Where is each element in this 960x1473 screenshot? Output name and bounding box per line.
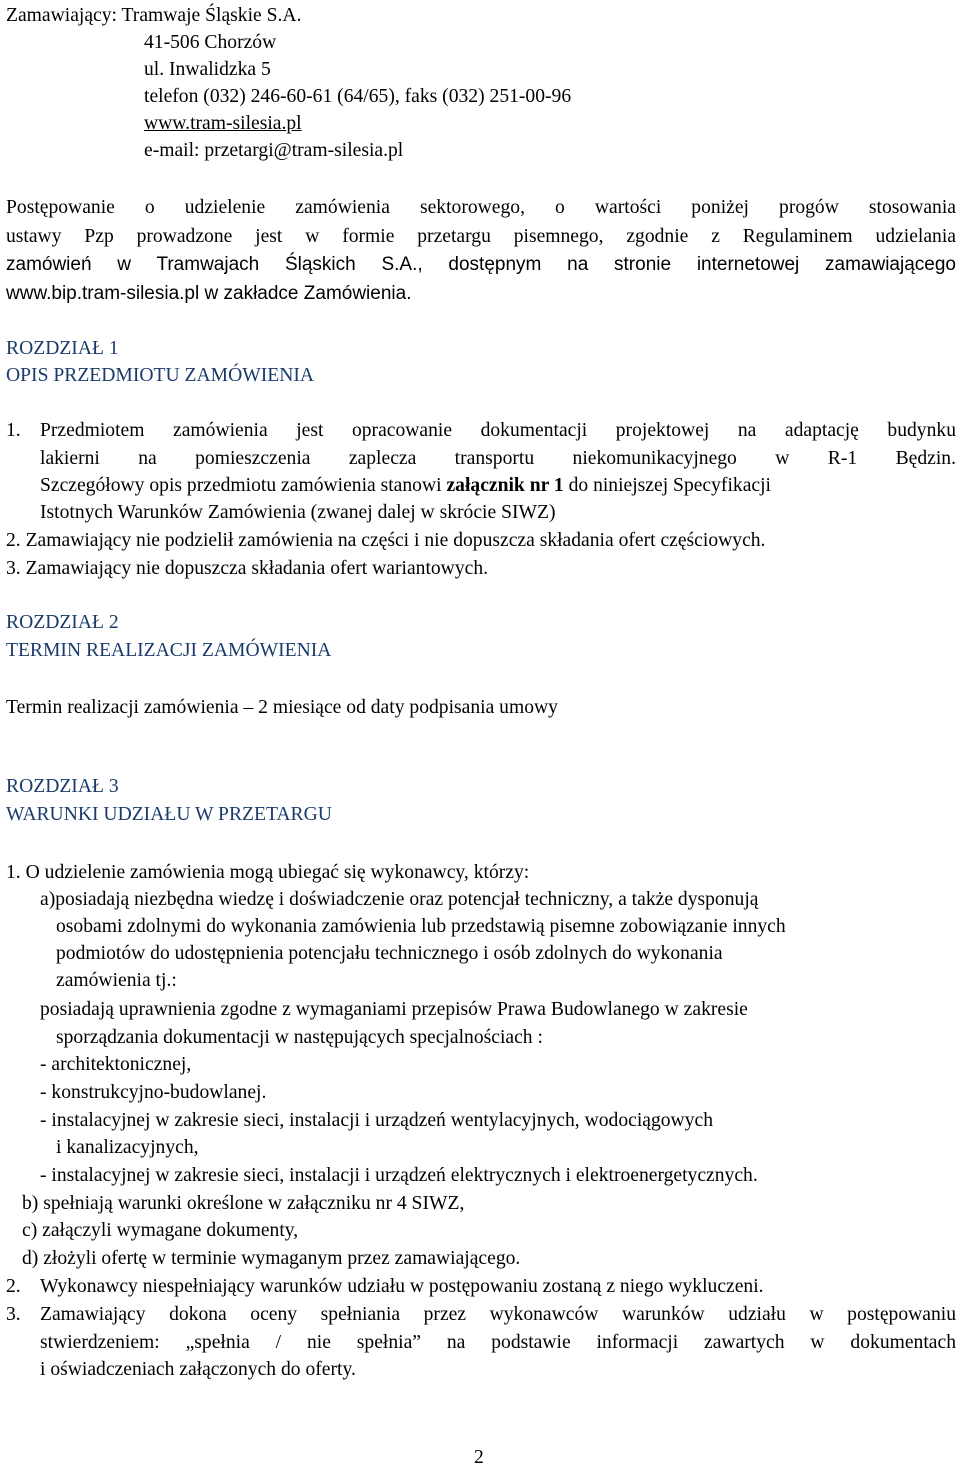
ch1-item-1-line-1: Przedmiotem zamówienia jest opracowanie dokumentacji projektowej na adaptację budynku	[40, 420, 956, 441]
ch1-item-1-line-2: lakierni na pomieszczenia zaplecza transportu niekomunikacyjnego w R-1 Będzin.	[40, 448, 956, 469]
ch1-item-3: 3. Zamawiający nie dopuszcza składania ofert wariantowych.	[6, 558, 489, 579]
postal-address: 41-506 Chorzów	[144, 32, 277, 53]
intro-line-3: zamówień w Tramwajach Śląskich S.A., dostępnym na stronie internetowej zamawiającego	[6, 254, 956, 275]
ch3-a-line-4: zamówienia tj.:	[56, 970, 177, 991]
intro-line-2: ustawy Pzp prowadzone jest w formie przetargu pisemnego, zgodnie z Regulaminem udzielania	[6, 226, 956, 247]
ch3-item-b: b) spełniają warunki określone w załączniku nr 4 SIWZ,	[22, 1193, 465, 1214]
ch3-item-d: d) złożyli ofertę w terminie wymaganym przez zamawiającego.	[22, 1248, 521, 1269]
chapter-2-heading: ROZDZIAŁ 2	[6, 612, 119, 633]
ch3-item-2-number: 2.	[6, 1276, 21, 1297]
ch3-item-1: 1. O udzielenie zamówienia mogą ubiegać się wykonawcy, którzy:	[6, 862, 530, 883]
street-address: ul. Inwalidzka 5	[144, 59, 271, 80]
page-number: 2	[474, 1447, 484, 1468]
completion-term: Termin realizacji zamówienia – 2 miesiące od daty podpisania umowy	[6, 697, 558, 718]
ch3-item-2: Wykonawcy niespełniający warunków udziału w postępowaniu zostaną z niego wykluczeni.	[40, 1276, 764, 1297]
attachment-reference: załącznik nr 1	[446, 475, 564, 496]
intro-line-4: www.bip.tram-silesia.pl w zakładce Zamówienia.	[6, 283, 412, 304]
permissions-line-1: posiadają uprawnienia zgodne z wymaganiami przepisów Prawa Budowlanego w zakresie	[40, 999, 748, 1020]
specialty-architectural: - architektonicznej,	[40, 1054, 192, 1075]
specialty-installation-line-1: - instalacyjnej w zakresie sieci, instalacji i urządzeń wentylacyjnych, wodociągowych	[40, 1110, 713, 1131]
phone-fax: telefon (032) 246-60-61 (64/65), faks (032) 251-00-96	[144, 86, 572, 107]
contracting-authority: Zamawiający: Tramwaje Śląskie S.A.	[6, 5, 302, 26]
website-link[interactable]: www.tram-silesia.pl	[144, 113, 302, 134]
chapter-1-title: OPIS PRZEDMIOTU ZAMÓWIENIA	[6, 365, 315, 386]
chapter-3-heading: ROZDZIAŁ 3	[6, 776, 119, 797]
specialty-electrical: - instalacyjnej w zakresie sieci, instalacji i urządzeń elektrycznych i elektroenergetycznych.	[40, 1165, 758, 1186]
chapter-3-title: WARUNKI UDZIAŁU W PRZETARGU	[6, 804, 332, 825]
chapter-1-heading: ROZDZIAŁ 1	[6, 338, 119, 359]
ch3-a-line-2: osobami zdolnymi do wykonania zamówienia lub przedstawią pisemne zobowiązanie innych	[56, 916, 786, 937]
email-address: e-mail: przetargi@tram-silesia.pl	[144, 140, 404, 161]
ch3-item-3-line-2: stwierdzeniem: „spełnia / nie spełnia” na podstawie informacji zawartych w dokumentach	[40, 1332, 956, 1353]
ch1-item-1-number: 1.	[6, 420, 21, 441]
ch1-item-1-line-4: Istotnych Warunków Zamówienia (zwanej dalej w skrócie SIWZ)	[40, 502, 556, 523]
intro-line-1: Postępowanie o udzielenie zamówienia sektorowego, o wartości poniżej progów stosowania	[6, 197, 956, 218]
chapter-2-title: TERMIN REALIZACJI ZAMÓWIENIA	[6, 640, 332, 661]
ch1-item-1-line-3: Szczegółowy opis przedmiotu zamówienia stanowi załącznik nr 1 do niniejszej Specyfikacji	[40, 475, 771, 496]
ch3-item-3-line-3: i oświadczeniach załączonych do oferty.	[40, 1359, 356, 1380]
specialty-installation-line-2: i kanalizacyjnych,	[56, 1137, 199, 1158]
specialty-structural: - konstrukcyjno-budowlanej.	[40, 1082, 267, 1103]
ch3-a-line-1: a)posiadają niezbędna wiedzę i doświadczenie oraz potencjał techniczny, a także dysponują	[40, 889, 759, 910]
ch3-item-c: c) załączyli wymagane dokumenty,	[22, 1220, 299, 1241]
permissions-line-2: sporządzania dokumentacji w następujących specjalnościach :	[56, 1027, 543, 1048]
ch3-a-line-3: podmiotów do udostępnienia potencjału technicznego i osób zdolnych do wykonania	[56, 943, 723, 964]
ch3-item-3-line-1: Zamawiający dokona oceny spełniania przez wykonawców warunków udziału w postępowaniu	[40, 1304, 956, 1325]
ch3-item-3-number: 3.	[6, 1304, 21, 1325]
ch1-item-2: 2. Zamawiający nie podzielił zamówienia na części i nie dopuszcza składania ofert częściowych.	[6, 530, 766, 551]
